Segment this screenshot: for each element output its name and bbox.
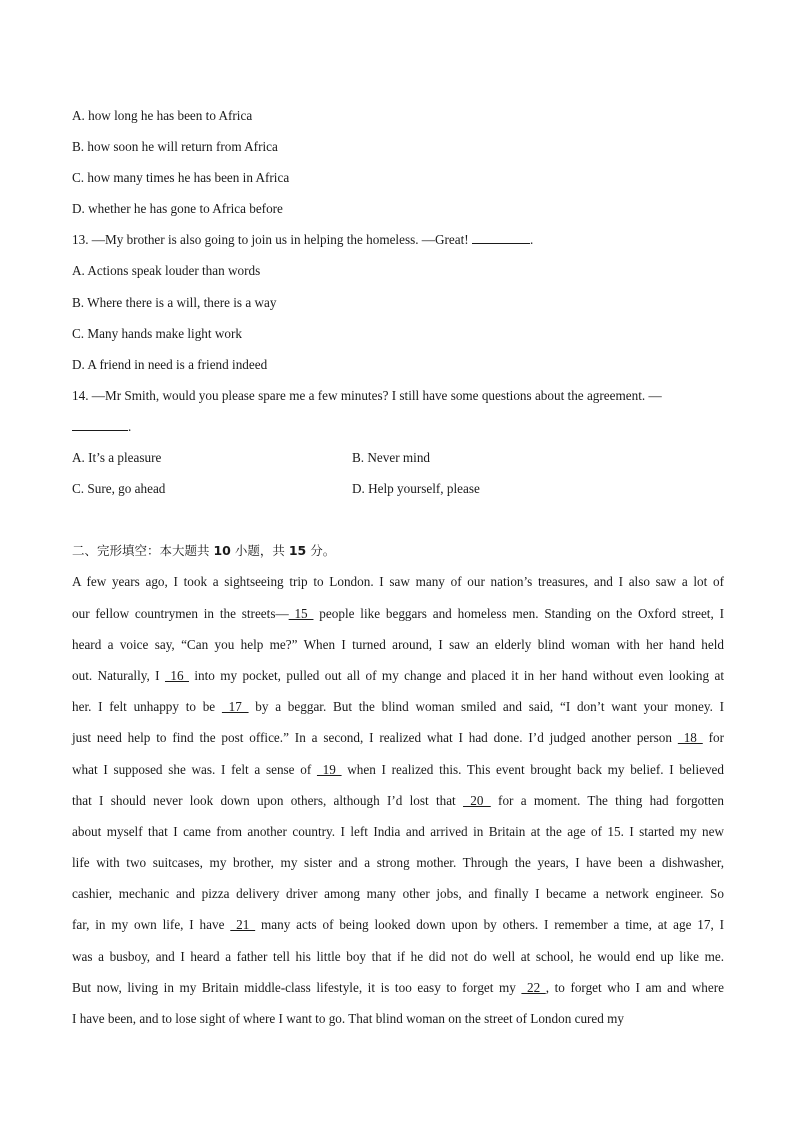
passage-line bbox=[72, 754, 724, 785]
cloze-blank-20: 20 bbox=[463, 792, 491, 808]
passage-line bbox=[72, 566, 724, 597]
passage-line bbox=[72, 1003, 724, 1034]
passage-text: by a beggar. But the blind woman smiled and said, “I don’t want your money. I bbox=[248, 699, 725, 715]
q13-stem bbox=[72, 224, 724, 255]
q14-stem: 14. —Mr Smith, would you please spare me a few minutes? I still have some questions about the agreement. — bbox=[72, 387, 662, 403]
passage-text: people like beggars and homeless men. Standing on the Oxford street, I bbox=[313, 605, 724, 621]
q14-option-b: B. Never mind bbox=[352, 450, 431, 466]
passage-line bbox=[72, 941, 724, 972]
q14-option-c: C. Sure, go ahead bbox=[72, 481, 166, 497]
cloze-blank-16: 16 bbox=[164, 667, 189, 683]
section-2-title-prefix: 二、完形填空：本大题共 bbox=[72, 543, 214, 559]
passage-text: far, in my own life, I have bbox=[72, 917, 231, 933]
q14-option-d: D. Help yourself, please bbox=[352, 481, 480, 497]
passage-line bbox=[72, 847, 724, 878]
section-2-title-mid: 小题，共 bbox=[230, 543, 289, 559]
passage-text: life with two suitcases, my brother, my sister and a strong mother. Through the years, I have been a dishwasher, bbox=[72, 855, 724, 871]
q13-answer-blank bbox=[472, 231, 530, 244]
passage-line bbox=[72, 660, 724, 691]
q13-option-a: A. Actions speak louder than words bbox=[72, 263, 261, 279]
q13-option-d: D. A friend in need is a friend indeed bbox=[72, 356, 268, 372]
document-page bbox=[72, 100, 724, 1034]
passage-text: many acts of being looked down upon by others. I remember a time, at age 17, I bbox=[255, 917, 725, 933]
passage-text: I have been, and to lose sight of where I want to go. That blind woman on the street of London cured my bbox=[72, 1011, 625, 1027]
passage-text: , to forget who I am and where bbox=[545, 979, 724, 995]
cloze-blank-19: 19 bbox=[316, 761, 342, 777]
passage-line bbox=[72, 629, 724, 660]
passage-text: what I supposed she was. I felt a sense of bbox=[72, 761, 317, 777]
passage-text: But now, living in my Britain middle-class lifestyle, it is too easy to forget my bbox=[72, 979, 522, 995]
q13-stem-text: 13. —My brother is also going to join us in helping the homeless. —Great! bbox=[72, 232, 472, 248]
q14-options-row-1 bbox=[72, 442, 724, 473]
q13-stem-end: . bbox=[529, 232, 534, 248]
passage-line bbox=[72, 909, 724, 940]
cloze-blank-15: 15 bbox=[288, 605, 314, 621]
passage-text: heard a voice say, “Can you help me?” When I turned around, I saw an elderly blind woman with her hand held bbox=[72, 636, 724, 652]
cloze-blank-17: 17 bbox=[221, 699, 249, 715]
passage-text: cashier, mechanic and pizza delivery driver among many other jobs, and finally I became a network engineer. So bbox=[72, 886, 724, 902]
passage-text: was a busboy, and I heard a father tell his little boy that if he did not do well at school, he would end up like me. bbox=[72, 948, 724, 964]
passage-text: into my pocket, pulled out all of my change and placed it in her hand without even looking at bbox=[188, 667, 725, 683]
section-2-title-suffix: 分。 bbox=[306, 543, 336, 559]
cloze-passage bbox=[72, 566, 724, 1034]
passage-text: that I should never look down upon others, although I’d lost that bbox=[72, 792, 464, 808]
q14-stem-end: . bbox=[128, 418, 132, 434]
passage-text: A few years ago, I took a sightseeing trip to London. I saw many of our nation’s treasures, and I also saw a lot of bbox=[72, 574, 724, 590]
passage-line bbox=[72, 972, 724, 1003]
q12-option-b: B. how soon he will return from Africa bbox=[72, 139, 278, 155]
passage-line bbox=[72, 878, 724, 909]
passage-text: when I realized this. This event brought back my belief. I believed bbox=[341, 761, 724, 777]
passage-text: out. Naturally, I bbox=[72, 667, 165, 683]
q13-option-c: C. Many hands make light work bbox=[72, 325, 242, 341]
passage-line bbox=[72, 785, 724, 816]
section-2-score: 15 bbox=[288, 543, 307, 559]
cloze-blank-18: 18 bbox=[677, 730, 703, 746]
passage-text: for a moment. The thing had forgotten bbox=[490, 792, 724, 808]
passage-line bbox=[72, 816, 724, 847]
passage-text: just need help to find the post office.” In a second, I realized what I had done. I’d judged another person bbox=[72, 730, 678, 746]
q12-option-a: A. how long he has been to Africa bbox=[72, 108, 253, 123]
passage-line bbox=[72, 598, 724, 629]
passage-text: about myself that I came from another country. I left India and arrived in Britain at the age of 15. I started my new bbox=[72, 823, 724, 839]
q14-options-row-2 bbox=[72, 473, 724, 504]
passage-line bbox=[72, 722, 724, 753]
cloze-blank-21: 21 bbox=[230, 917, 256, 933]
cloze-blank-22: 22 bbox=[521, 979, 546, 995]
passage-text: her. I felt unhappy to be bbox=[72, 699, 222, 715]
passage-text: for bbox=[702, 730, 725, 746]
q14-answer-blank bbox=[72, 418, 128, 431]
q14-answer-line bbox=[72, 411, 724, 442]
passage-line bbox=[72, 691, 724, 722]
q14-option-a: A. It’s a pleasure bbox=[72, 450, 162, 466]
q12-option-d: D. whether he has gone to Africa before bbox=[72, 201, 283, 217]
passage-text: our fellow countrymen in the streets— bbox=[72, 605, 289, 621]
q13-option-b: B. Where there is a will, there is a way bbox=[72, 294, 277, 310]
section-2-question-count: 10 bbox=[213, 543, 231, 559]
q12-option-c: C. how many times he has been in Africa bbox=[72, 170, 290, 186]
section-2-title bbox=[72, 535, 724, 566]
